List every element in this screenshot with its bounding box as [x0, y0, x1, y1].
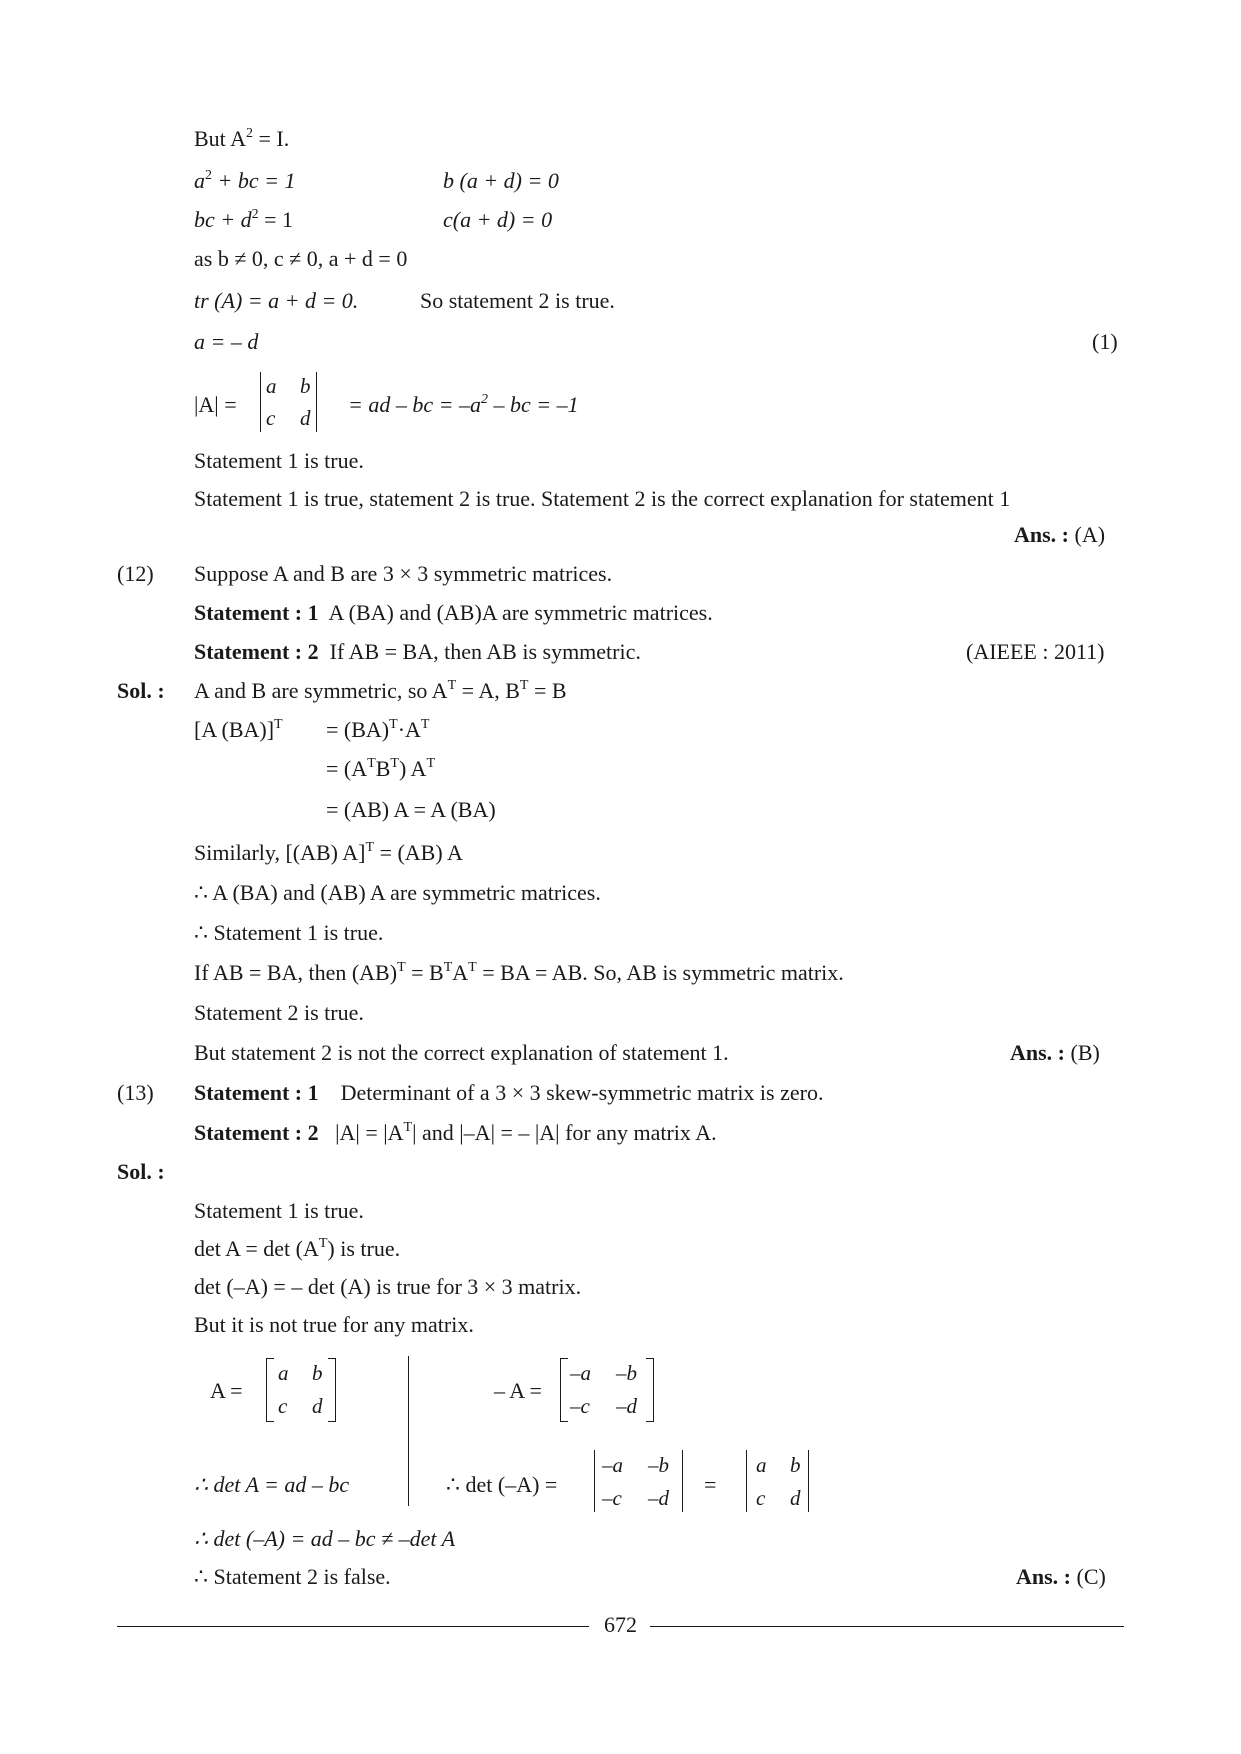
matrix-cell: b [300, 374, 311, 398]
derivation-step: = $(A^TB^T)$ $A^T$ [326, 756, 435, 781]
matrix-lhs: – A = [494, 1378, 542, 1403]
matrix-cell: a [266, 374, 277, 398]
determinant-neg-A [594, 1450, 686, 1514]
solution-line: Similarly, [(AB) A]$^T$ = (AB) A [194, 840, 463, 865]
matrix-cell: –b [648, 1453, 669, 1477]
equation: bc + $d^2 = 1$ [194, 207, 294, 232]
matrix-lhs: A = [210, 1378, 243, 1403]
text-line: Statement 1 is true, statement 2 is true. Statement 2 is the correct explanation for statement 1 [194, 486, 1011, 511]
equals-sign: = [704, 1472, 717, 1497]
conclusion-line: ∴ Statement 2 is false. [194, 1564, 391, 1589]
matrix-cell: b [790, 1453, 801, 1477]
matrix-cell: a [278, 1361, 289, 1385]
matrix-cell: –c [602, 1486, 622, 1510]
derivation-step: = (AB) A = A (BA) [326, 797, 496, 822]
matrix-cell: –a [602, 1453, 623, 1477]
solution-line: det (–A) = – det (A) is true for 3 × 3 matrix. [194, 1274, 582, 1299]
solution-line: But it is not true for any matrix. [194, 1312, 474, 1337]
matrix-A [266, 1358, 338, 1422]
det-neg-A-lhs: ∴ det (–A) = [446, 1472, 558, 1497]
det-rhs: = ad – bc = $-a^2$ – bc = –1 [348, 392, 579, 417]
matrix-cell: –c [570, 1394, 590, 1418]
footer-rule-left [117, 1626, 589, 1627]
determinant-matrix [260, 372, 320, 434]
matrix-cell: c [756, 1486, 766, 1510]
question-text: Suppose A and B are 3 × 3 symmetric matrices. [194, 561, 613, 586]
matrix-cell: c [278, 1394, 288, 1418]
solution-label: Sol. : [117, 1159, 165, 1184]
det-A-line: ∴ det A = ad – bc [194, 1472, 350, 1497]
derivation-step: = $(BA)^T\cdot A^T$ [326, 717, 430, 742]
source-tag: (AIEEE : 2011) [966, 639, 1105, 664]
matrix-cell: d [300, 406, 311, 430]
equation-number: (1) [1092, 329, 1118, 354]
statement-1: Statement : 1 A (BA) and (AB)A are symmetric matrices. [194, 600, 713, 625]
text-line: Statement 1 is true. [194, 448, 364, 473]
conclusion-line: ∴ det (–A) = ad – bc ≠ –det A [194, 1526, 456, 1551]
condition-line: as b ≠ 0, c ≠ 0, a + d = 0 [194, 246, 408, 271]
answer: Ans. : (B) [1010, 1040, 1100, 1065]
text-line: But $A^2 = I$. [194, 126, 290, 151]
matrix-cell: d [790, 1486, 801, 1510]
solution-line: But statement 2 is not the correct explanation of statement 1. [194, 1040, 729, 1065]
solution-label: Sol. : [117, 678, 165, 703]
matrix-cell: c [266, 406, 276, 430]
matrix-cell: –d [648, 1486, 669, 1510]
solution-line: ∴ Statement 1 is true. [194, 920, 384, 945]
statement-2: Statement : 2 $|A| = |A^T|$ and |–A| = – |A| for any matrix A. [194, 1120, 717, 1145]
page-number: 672 [604, 1612, 637, 1637]
solution-line: ∴ A (BA) and (AB) A are symmetric matrices. [194, 880, 601, 905]
solution-line: If AB = BA, then $(AB)^T = B^TA^T$ = BA = AB. So, AB is symmetric matrix. [194, 960, 844, 985]
equation: $a^2$ + bc = 1 [194, 168, 296, 193]
statement-1: Statement : 1 Determinant of a 3 × 3 skew-symmetric matrix is zero. [194, 1080, 824, 1105]
matrix-cell: –b [616, 1361, 637, 1385]
determinant-A [746, 1450, 812, 1514]
matrix-cell: d [312, 1394, 323, 1418]
matrix-cell: a [756, 1453, 767, 1477]
matrix-neg-A [560, 1358, 656, 1422]
equation: a = – d [194, 329, 259, 354]
statement-2: Statement : 2 If AB = BA, then AB is symmetric. [194, 639, 641, 664]
answer: Ans. : (C) [1016, 1564, 1106, 1589]
matrix-cell: b [312, 1361, 323, 1385]
solution-line: A and B are symmetric, so $A^T = A$, $B^T = B$ [194, 678, 567, 703]
question-number: (12) [117, 561, 154, 586]
column-divider [408, 1356, 409, 1506]
footer-rule-right [650, 1626, 1124, 1627]
solution-line: $\det A = \det (A^T)$ is true. [194, 1236, 401, 1261]
matrix-cell: –a [570, 1361, 591, 1385]
derivation-lhs: [A (BA)]$^T$ [194, 717, 283, 742]
text-line: So statement 2 is true. [420, 288, 615, 313]
question-number: (13) [117, 1080, 154, 1105]
equation: b (a + d) = 0 [443, 168, 559, 193]
matrix-cell: –d [616, 1394, 637, 1418]
solution-line: Statement 1 is true. [194, 1198, 364, 1223]
trace-line: tr (A) = a + d = 0. [194, 288, 359, 313]
equation: c(a + d) = 0 [443, 207, 553, 232]
det-lhs: |A| = [194, 392, 237, 417]
answer: Ans. : (A) [1014, 522, 1106, 547]
solution-line: Statement 2 is true. [194, 1000, 364, 1025]
